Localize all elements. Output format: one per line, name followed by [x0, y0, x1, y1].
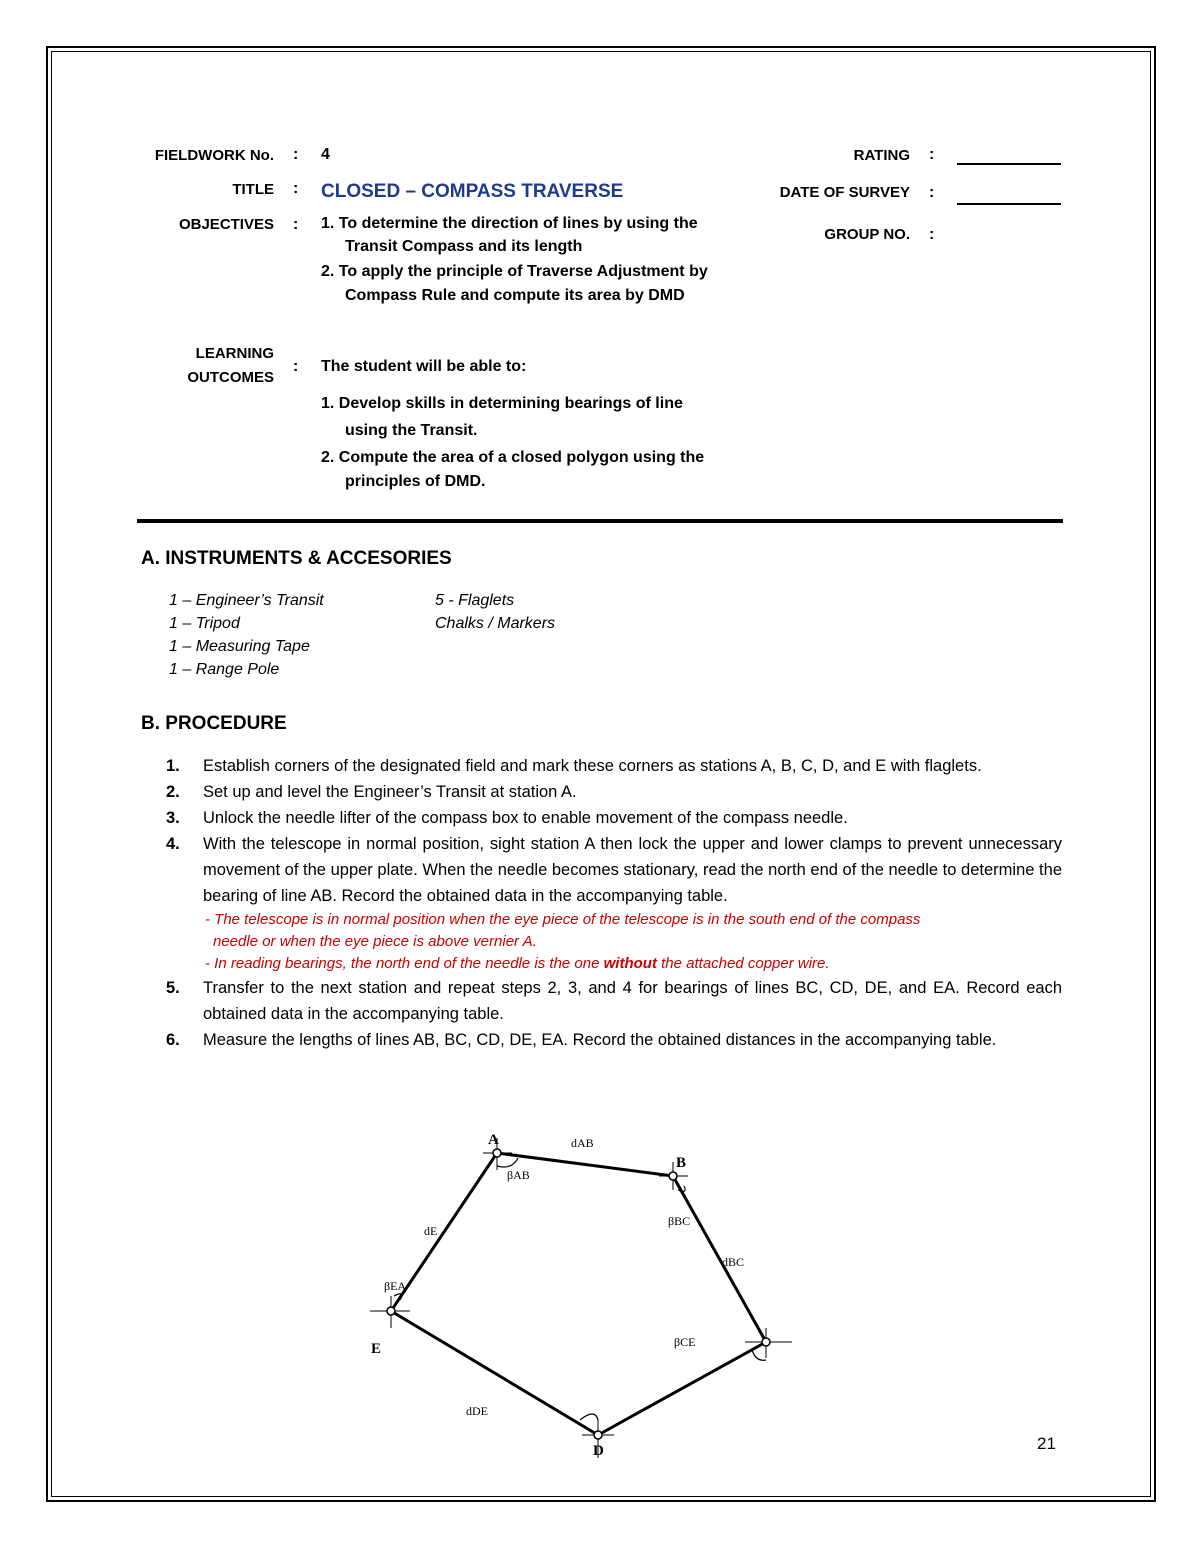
colon: :: [929, 146, 935, 163]
angle-ab-label: βAB: [507, 1168, 530, 1182]
step-number: 6.: [166, 1031, 180, 1049]
outcome-2-line2: principles of DMD.: [345, 473, 486, 490]
outcome-2-line1: 2. Compute the area of a closed polygon using the: [321, 449, 705, 466]
step-text: Set up and level the Engineer’s Transit at station A.: [203, 783, 577, 801]
colon: :: [929, 184, 935, 201]
instrument-item: Chalks / Markers: [435, 615, 556, 632]
instrument-item: 1 – Engineer’s Transit: [169, 592, 324, 609]
title-label: TITLE: [232, 181, 274, 198]
note-emphasis: without: [603, 955, 657, 972]
angle-arc-d: [580, 1414, 598, 1420]
outcome-1-line1: 1. Develop skills in determining bearings of line: [321, 395, 683, 412]
step-text: With the telescope in normal position, sight station A then lock the upper and lower clamps to prevent unnecessary movement of the upper plate. When the needle becomes stationary, read the north end of the needle to determine the bearing of line AB. Record the obtained data in the accompanying table.: [203, 835, 1062, 905]
note-line: - The telescope is in normal position when the eye piece of the telescope is in the south end of the compass: [205, 911, 921, 928]
colon: :: [293, 146, 299, 163]
station-d-label: D: [593, 1443, 604, 1459]
instrument-item: 5 - Flaglets: [435, 592, 515, 609]
learning-intro: The student will be able to:: [321, 358, 527, 375]
rating-label: RATING: [853, 147, 910, 164]
step-number: 4.: [166, 835, 180, 853]
page-number: 21: [1037, 1434, 1056, 1453]
step-number: 2.: [166, 783, 180, 801]
section-a-title: A. INSTRUMENTS & ACCESORIES: [141, 548, 452, 569]
learning-label: LEARNING: [195, 345, 274, 362]
objective-1-line1: 1. To determine the direction of lines by using the: [321, 215, 698, 232]
outcome-1-line2: using the Transit.: [345, 422, 478, 439]
angle-ea-label: βEA: [384, 1279, 407, 1293]
step-number: 5.: [166, 979, 180, 997]
distance-ab-label: dAB: [571, 1136, 594, 1150]
date-of-survey-label: DATE OF SURVEY: [779, 184, 910, 201]
objectives-label: OBJECTIVES: [178, 216, 274, 233]
outcomes-label: OUTCOMES: [187, 369, 274, 386]
step-text: Establish corners of the designated field and mark these corners as stations A, B, C, D, and E with flaglets.: [203, 757, 982, 775]
station-e-label: E: [371, 1341, 382, 1357]
note-text: the attached copper wire.: [656, 955, 830, 972]
angle-ce-label: βCE: [674, 1335, 696, 1349]
fieldwork-number: 4: [321, 146, 330, 163]
colon: :: [293, 358, 299, 375]
colon: :: [293, 216, 299, 233]
distance-bc-label: dBC: [722, 1255, 745, 1269]
fieldwork-title: CLOSED – COMPASS TRAVERSE: [321, 181, 624, 202]
step-text: Unlock the needle lifter of the compass box to enable movement of the compass needle.: [203, 809, 848, 827]
colon: :: [929, 226, 935, 243]
instrument-item: 1 – Range Pole: [169, 661, 280, 678]
objective-2-line1: 2. To apply the principle of Traverse Adjustment by: [321, 263, 708, 280]
step-number: 3.: [166, 809, 180, 827]
station-a-label: A: [488, 1132, 499, 1148]
note-text: - In reading bearings, the north end of the needle is the one: [205, 955, 604, 972]
section-b-title: B. PROCEDURE: [141, 713, 287, 734]
objective-1-line2: Transit Compass and its length: [345, 238, 583, 255]
angle-arc-c: [752, 1350, 766, 1360]
step-number: 1.: [166, 757, 180, 775]
step-text: Measure the lengths of lines AB, BC, CD, DE, EA. Record the obtained distances in the accompanying table.: [203, 1031, 997, 1049]
distance-ea-label: dE: [424, 1224, 438, 1238]
step-text: Transfer to the next station and repeat steps 2, 3, and 4 for bearings of lines BC, CD, DE, and EA. Record each obtained data in the accompanying table.: [203, 979, 1062, 1023]
group-no-label: GROUP NO.: [824, 226, 910, 243]
instrument-item: 1 – Tripod: [169, 615, 240, 632]
distance-de-label: dDE: [466, 1404, 488, 1418]
note-line: needle or when the eye piece is above vernier A.: [213, 933, 537, 950]
angle-arc-a: [497, 1158, 518, 1167]
colon: :: [293, 180, 299, 197]
objective-2-line2: Compass Rule and compute its area by DMD: [345, 287, 685, 304]
instrument-item: 1 – Measuring Tape: [169, 638, 310, 655]
traverse-polygon: [391, 1153, 766, 1435]
angle-bc-label: βBC: [668, 1214, 691, 1228]
station-b-label: B: [676, 1155, 687, 1171]
fieldwork-label: FIELDWORK No.: [154, 147, 274, 164]
